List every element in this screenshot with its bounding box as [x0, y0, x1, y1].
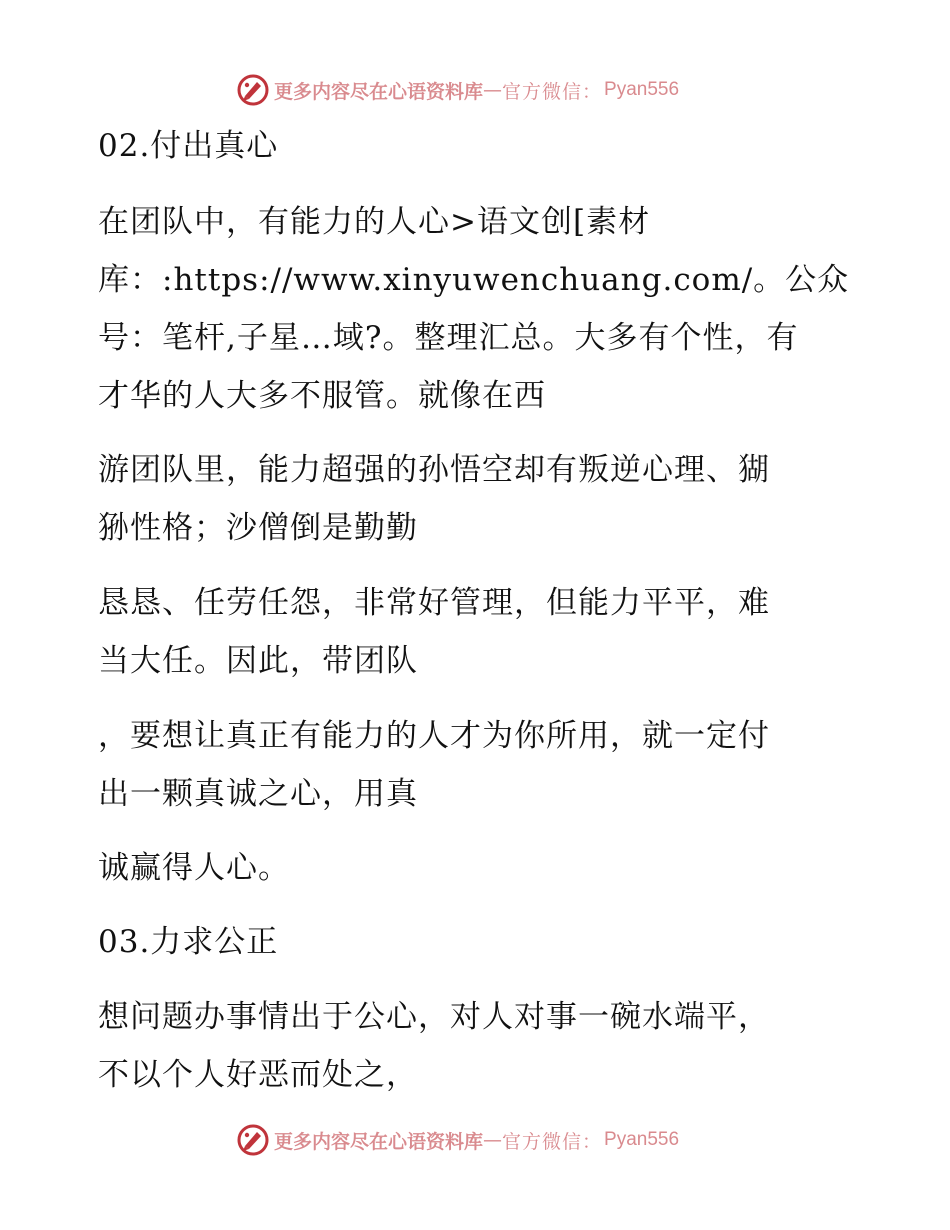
- header-banner: [236, 70, 756, 110]
- banner-separator: —: [483, 1129, 503, 1151]
- section-heading-02: 02.付出真心: [98, 128, 279, 164]
- banner-main-text: 更多内容尽在心语资料库: [274, 80, 484, 103]
- brand-logo-icon: [236, 1123, 270, 1157]
- text-line: 想问题办事情出于公心，对人对事一碗水端平，: [98, 999, 770, 1035]
- text-line: 在团队中，有能力的人心>语文创[素材: [98, 204, 651, 240]
- section-heading-03: 03.力求公正: [98, 924, 279, 960]
- text-line: 出一颗真诚之心，用真: [98, 776, 418, 812]
- text-line: 库：:https://www.xinyuwenchuang.com/。公众: [98, 262, 850, 298]
- text-line: 当大任。因此，带团队: [98, 643, 418, 679]
- text-line: ，要想让真正有能力的人才为你所用，就一定付: [98, 718, 770, 754]
- text-line: 才华的人大多不服管。就像在西: [98, 378, 546, 414]
- text-line: 恳恳、任劳任怨，非常好管理，但能力平平，难: [98, 585, 770, 621]
- banner-wechat-label: 官方微信：: [502, 1130, 603, 1153]
- text-line: 不以个人好恶而处之，: [98, 1057, 418, 1093]
- footer-banner: [236, 1120, 756, 1160]
- text-line: 诚赢得人心。: [98, 850, 290, 886]
- banner-wechat-id: Pyan556: [604, 1129, 680, 1150]
- banner-separator: —: [483, 79, 503, 101]
- banner-main-text: 更多内容尽在心语资料库: [274, 1130, 484, 1153]
- banner-wechat-label: 官方微信：: [502, 80, 603, 103]
- brand-logo-icon: [236, 73, 270, 107]
- text-line: 狲性格；沙僧倒是勤勤: [98, 510, 418, 546]
- text-line: 号：笔杆,子星…域?。整理汇总。大多有个性，有: [98, 320, 799, 356]
- banner-wechat-id: Pyan556: [604, 79, 680, 100]
- text-line: 游团队里，能力超强的孙悟空却有叛逆心理、猢: [98, 452, 770, 488]
